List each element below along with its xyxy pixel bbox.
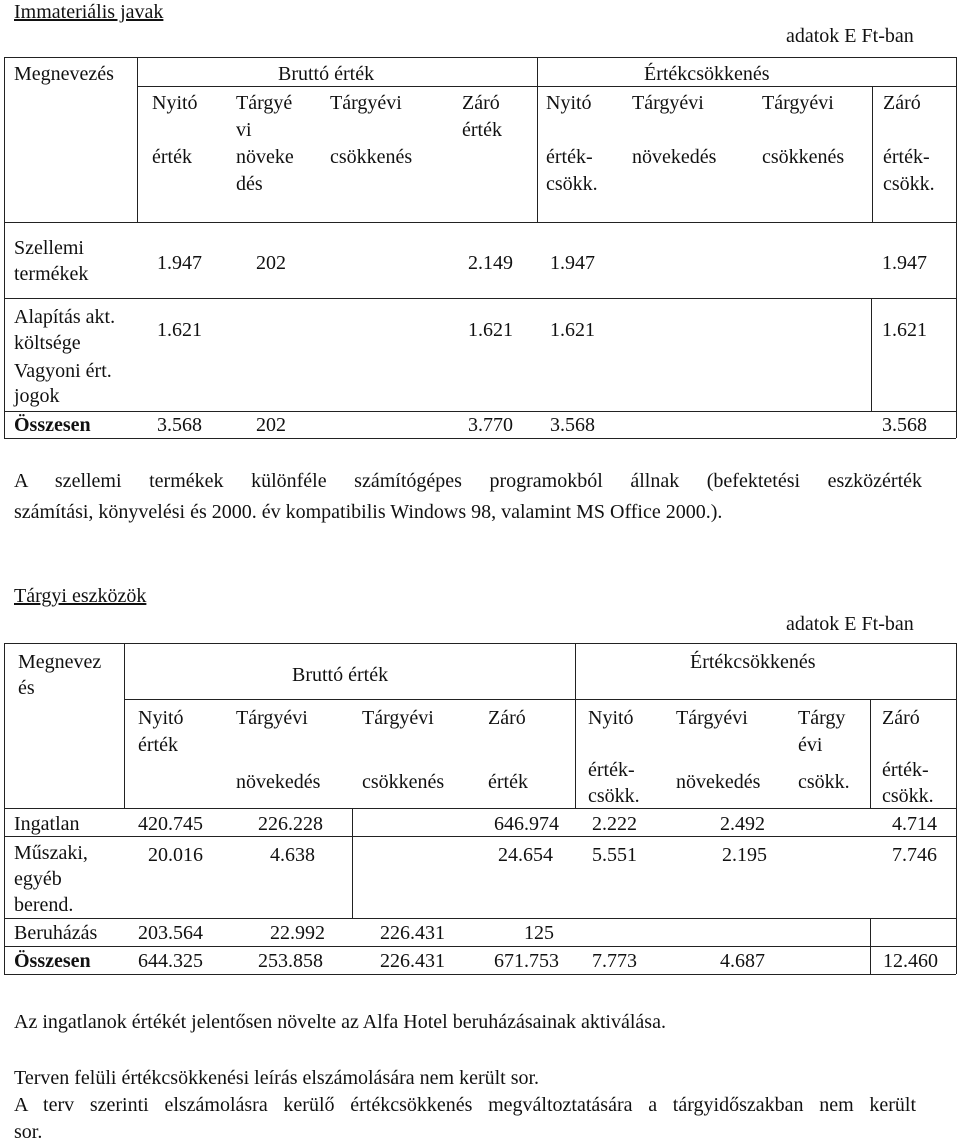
header-bottom-line [4,222,956,223]
subheader-targyevi-nov: dés [236,173,263,195]
note-paragraph: Terven felüli értékcsökkenési leírás elszámolására nem került sor. [14,1067,540,1089]
subheader-targyevi-nov: növeke [236,146,294,168]
col-line [124,643,125,809]
note-paragraph: sor. [14,1121,43,1143]
subheader-nyito-ecs: Nyitó [546,92,592,114]
cell-value: 2.492 [720,813,765,835]
subheader-ecs-csokk: évi [798,734,823,756]
cell-value: 1.621 [550,319,595,341]
cell-value: 2.149 [468,252,513,274]
subheader-ecs-csokk: Tárgyévi [762,92,834,114]
section-title: Tárgyi eszközök [14,585,147,607]
header-ertekcsokkenes: Értékcsökkenés [690,651,816,673]
header-ertekcsokkenes: Értékcsökkenés [644,63,770,85]
subheader-targyevi-nov: Tárgyé [236,92,293,114]
col-line [137,57,138,223]
table-border-bottom [4,438,956,439]
col-line [956,57,957,438]
header-megnevezes: Megnevezés [14,63,114,85]
group-header-line [137,86,537,87]
subheader-nyito: Nyitó [138,707,184,729]
subheader-ecs-nov: Tárgyévi [676,707,748,729]
row-label: Ingatlan [14,813,80,835]
cell-value: 226.431 [380,950,445,972]
subheader-zaro-ecs: Záró [883,92,921,114]
subheader-nyito-ecs: csökk. [588,785,640,807]
cell-value: 1.947 [157,252,202,274]
col-line [871,298,872,412]
cell-value: 644.325 [138,950,203,972]
unit-note: adatok E Ft-ban [786,613,914,635]
subheader-ertek: érték [152,146,192,168]
subheader-ecs-csokk: Tárgy [798,707,846,729]
table-border-top [4,57,956,58]
subheader-zaro: érték [462,119,502,141]
subheader-zaro-ecs: Záró [882,707,920,729]
row-line [4,836,956,837]
col-line [870,918,871,975]
subheader-zaro-ecs: csökk. [882,785,934,807]
cell-value: 24.654 [498,844,553,866]
cell-value: 203.564 [138,922,203,944]
cell-value: 1.621 [882,319,927,341]
cell-value: 4.687 [720,950,765,972]
note-paragraph: A terv szerinti elszámolásra kerülő értékcsökkenés megváltoztatására a tárgyidőszakban nem került [14,1094,916,1116]
subheader-ecs-csokk: csökk. [798,771,850,793]
total-top-line [4,411,956,412]
subheader-nyito-ecs: érték- [546,146,593,168]
cell-value: 226.431 [380,922,445,944]
cell-value: 3.568 [882,414,927,436]
subheader-targyevi-csokk: csökkenés [362,771,445,793]
subheader-ecs-nov: növekedés [632,146,717,168]
cell-value: 7.773 [592,950,637,972]
cell-value: 3.568 [550,414,595,436]
cell-value: 202 [256,414,286,436]
col-line [352,808,353,919]
cell-value: 22.992 [270,922,325,944]
cell-value: 1.947 [882,252,927,274]
row-line [4,918,956,919]
row-label: Vagyoni ért. [14,360,112,382]
cell-value: 4.638 [270,844,315,866]
subheader-ecs-nov: növekedés [676,771,761,793]
cell-value: 646.974 [494,813,559,835]
subheader-targyevi-csokk: Tárgyévi [330,92,402,114]
subheader-ecs-nov: Tárgyévi [632,92,704,114]
row-label: berend. [14,894,74,916]
row-label: Szellemi [14,237,84,259]
row-line [4,298,956,299]
group-header-line [124,699,956,700]
subheader-zaro: érték [488,771,528,793]
header-brutto-ertek: Bruttó érték [292,664,389,686]
subheader-zaro-ecs: érték- [883,146,930,168]
note-paragraph: A szellemi termékek különféle számítógépes programokból állnak (befektetési eszközérték [14,470,922,492]
subheader-nyito-ecs: Nyitó [588,707,634,729]
row-label: Műszaki, [14,842,88,864]
cell-value: 7.746 [892,844,937,866]
cell-value: 1.621 [468,319,513,341]
col-line [537,57,538,223]
section-title: Immateriális javak [14,1,164,23]
subheader-nyito-ecs: érték- [588,759,635,781]
subheader-targyevi-nov: növekedés [236,771,321,793]
row-line [4,946,956,947]
cell-value: 2.195 [722,844,767,866]
subheader-nyito-ecs: csökk. [546,173,598,195]
subheader-ecs-csokk: csökkenés [762,146,845,168]
cell-value: 4.714 [892,813,937,835]
unit-note: adatok E Ft-ban [786,25,914,47]
subheader-targyevi-nov: Tárgyévi [236,707,308,729]
col-line [870,699,871,809]
header-megnevezes: és [18,677,35,699]
cell-value: 671.753 [494,950,559,972]
cell-value: 125 [524,922,554,944]
row-label-total: Összesen [14,950,91,972]
cell-value: 420.745 [138,813,203,835]
cell-value: 3.770 [468,414,513,436]
cell-value: 2.222 [592,813,637,835]
cell-value: 5.551 [592,844,637,866]
row-label-total: Összesen [14,414,91,436]
row-label: Beruházás [14,922,98,944]
group-header-line [537,86,956,87]
row-label: Alapítás akt. [14,306,116,328]
subheader-nyito: Nyitó [152,92,198,114]
cell-value: 3.568 [157,414,202,436]
row-label: termékek [14,263,89,285]
col-line [575,643,576,809]
cell-value: 1.947 [550,252,595,274]
row-label: költsége [14,332,81,354]
header-megnevezes: Megnevez [18,651,102,673]
subheader-zaro-ecs: csökk. [883,173,935,195]
subheader-nyito: érték [138,734,178,756]
subheader-targyevi-csokk: Tárgyévi [362,707,434,729]
subheader-targyevi-csokk: csökkenés [330,146,413,168]
subheader-targyevi-nov: vi [236,119,252,141]
subheader-zaro: Záró [462,92,500,114]
cell-value: 1.621 [157,319,202,341]
cell-value: 253.858 [258,950,323,972]
row-label: egyéb [14,868,62,890]
note-paragraph: számítási, könyvelési és 2000. év kompatibilis Windows 98, valamint MS Office 2000.). [14,501,723,523]
header-bottom-line [4,808,956,809]
col-line [4,643,5,974]
table-border-top [4,643,956,644]
row-label: jogok [14,385,60,407]
cell-value: 20.016 [148,844,203,866]
col-line [4,57,5,438]
col-line [872,86,873,223]
note-paragraph: Az ingatlanok értékét jelentősen növelte az Alfa Hotel beruházásainak aktiválása. [14,1011,666,1033]
col-line [956,643,957,974]
subheader-zaro-ecs: érték- [882,759,929,781]
table-border-bottom [4,974,956,975]
cell-value: 12.460 [883,950,938,972]
cell-value: 202 [256,252,286,274]
header-brutto-ertek: Bruttó érték [278,63,375,85]
subheader-zaro: Záró [488,707,526,729]
cell-value: 226.228 [258,813,323,835]
